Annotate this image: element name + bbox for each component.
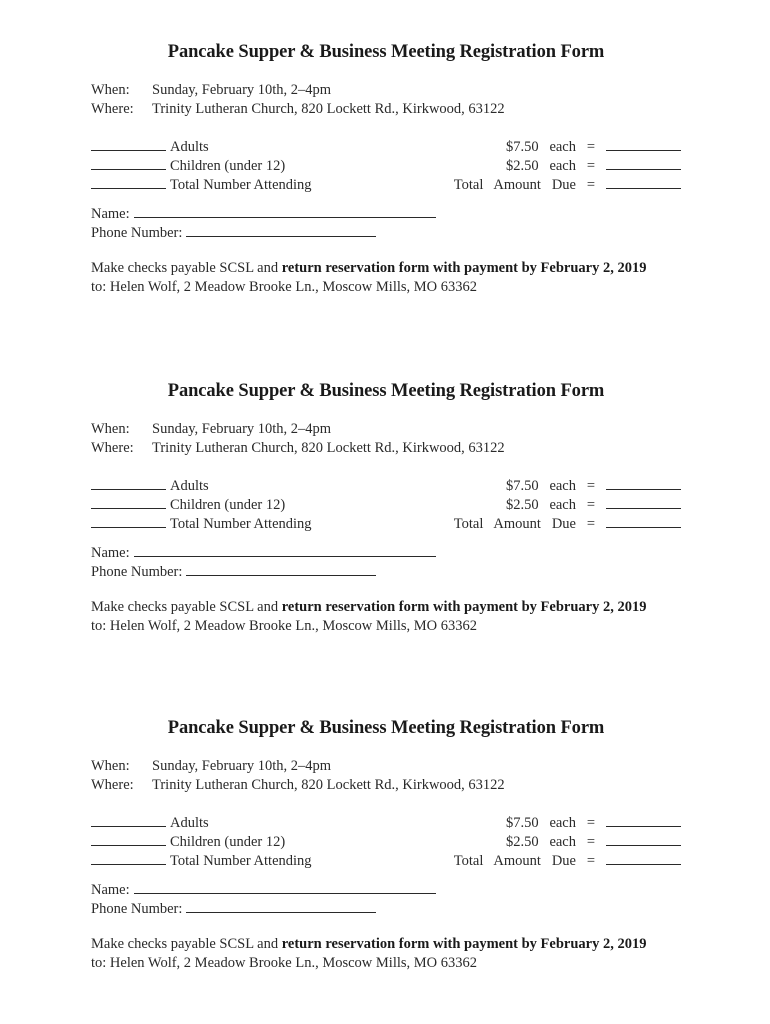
payment-note	[91, 598, 646, 636]
total-attending-label: Total Number Attending	[170, 853, 312, 869]
total-amount-field[interactable]	[606, 514, 681, 528]
when-label: When:	[91, 758, 130, 774]
total-attending-row	[91, 175, 312, 194]
where-value: Trinity Lutheran Church, 820 Lockett Rd., Kirkwood, 63122	[152, 101, 505, 117]
child-subtotal-field[interactable]	[606, 495, 681, 509]
name-field[interactable]	[134, 880, 436, 894]
total-amount-label: Total Amount Due	[453, 177, 576, 193]
adult-price: $7.50 each	[505, 478, 576, 494]
children-label: Children (under 12)	[170, 158, 286, 174]
name-field[interactable]	[134, 204, 436, 218]
payment-note	[91, 259, 646, 297]
when-row	[91, 420, 331, 438]
phone-row	[91, 223, 376, 242]
when-label: When:	[91, 421, 130, 437]
total-amount-field[interactable]	[606, 851, 681, 865]
when-row	[91, 81, 331, 99]
equals-sign: =	[586, 853, 596, 869]
child-subtotal-field[interactable]	[606, 156, 681, 170]
when-value: Sunday, February 10th, 2–4pm	[152, 421, 332, 437]
phone-label: Phone Number:	[91, 564, 183, 580]
adult-price-row	[506, 476, 681, 495]
total-attending-label: Total Number Attending	[170, 177, 312, 193]
phone-field[interactable]	[186, 899, 376, 913]
form-title: Pancake Supper & Business Meeting Registration Form	[167, 42, 605, 62]
children-count-field[interactable]	[91, 156, 166, 170]
adult-price: $7.50 each	[505, 815, 576, 831]
child-price-row	[506, 495, 681, 514]
equals-sign: =	[586, 158, 596, 174]
where-label: Where:	[91, 101, 134, 117]
equals-sign: =	[586, 139, 596, 155]
where-value: Trinity Lutheran Church, 820 Lockett Rd., Kirkwood, 63122	[152, 440, 505, 456]
child-price-row	[506, 156, 681, 175]
child-price: $2.50 each	[505, 497, 576, 513]
adult-price: $7.50 each	[505, 139, 576, 155]
adult-price-row	[506, 137, 681, 156]
total-amount-label: Total Amount Due	[453, 853, 576, 869]
when-label: When:	[91, 82, 130, 98]
total-amount-field[interactable]	[606, 175, 681, 189]
where-label: Where:	[91, 777, 134, 793]
equals-sign: =	[586, 516, 596, 532]
child-subtotal-field[interactable]	[606, 832, 681, 846]
where-row	[91, 100, 505, 118]
note-text: Make checks payable SCSL and	[91, 599, 282, 615]
children-row	[91, 832, 285, 851]
children-label: Children (under 12)	[170, 834, 286, 850]
adults-label: Adults	[170, 815, 209, 831]
equals-sign: =	[586, 478, 596, 494]
name-label: Name:	[91, 206, 130, 222]
equals-sign: =	[586, 177, 596, 193]
adult-subtotal-field[interactable]	[606, 137, 681, 151]
payment-note	[91, 935, 646, 973]
total-amount-row	[454, 514, 681, 533]
mailing-address: to: Helen Wolf, 2 Meadow Brooke Ln., Moscow Mills, MO 63362	[91, 618, 478, 634]
adult-subtotal-field[interactable]	[606, 813, 681, 827]
mailing-address: to: Helen Wolf, 2 Meadow Brooke Ln., Moscow Mills, MO 63362	[91, 955, 478, 971]
where-row	[91, 776, 505, 794]
name-row	[91, 543, 436, 562]
adults-count-field[interactable]	[91, 476, 166, 490]
adults-label: Adults	[170, 139, 209, 155]
total-amount-label: Total Amount Due	[453, 516, 576, 532]
equals-sign: =	[586, 497, 596, 513]
adult-subtotal-field[interactable]	[606, 476, 681, 490]
children-row	[91, 156, 285, 175]
name-field[interactable]	[134, 543, 436, 557]
registration-form-2	[91, 381, 681, 681]
total-attending-label: Total Number Attending	[170, 516, 312, 532]
adults-row	[91, 476, 209, 495]
phone-row	[91, 899, 376, 918]
note-bold-text: return reservation form with payment by February 2, 2019	[281, 260, 647, 276]
when-value: Sunday, February 10th, 2–4pm	[152, 82, 332, 98]
phone-row	[91, 562, 376, 581]
adults-row	[91, 813, 209, 832]
total-attending-field[interactable]	[91, 851, 166, 865]
equals-sign: =	[586, 834, 596, 850]
total-attending-row	[91, 851, 312, 870]
equals-sign: =	[586, 815, 596, 831]
when-value: Sunday, February 10th, 2–4pm	[152, 758, 332, 774]
total-attending-field[interactable]	[91, 514, 166, 528]
name-row	[91, 204, 436, 223]
adults-row	[91, 137, 209, 156]
phone-label: Phone Number:	[91, 225, 183, 241]
name-label: Name:	[91, 545, 130, 561]
children-count-field[interactable]	[91, 495, 166, 509]
registration-form-3	[91, 718, 681, 1018]
children-label: Children (under 12)	[170, 497, 286, 513]
phone-field[interactable]	[186, 562, 376, 576]
note-bold-text: return reservation form with payment by February 2, 2019	[281, 599, 647, 615]
total-amount-row	[454, 851, 681, 870]
total-attending-row	[91, 514, 312, 533]
total-amount-row	[454, 175, 681, 194]
note-bold-text: return reservation form with payment by February 2, 2019	[281, 936, 647, 952]
adults-label: Adults	[170, 478, 209, 494]
form-title: Pancake Supper & Business Meeting Registration Form	[167, 381, 605, 401]
adults-count-field[interactable]	[91, 813, 166, 827]
child-price-row	[506, 832, 681, 851]
phone-label: Phone Number:	[91, 901, 183, 917]
note-text: Make checks payable SCSL and	[91, 260, 282, 276]
child-price: $2.50 each	[505, 158, 576, 174]
children-count-field[interactable]	[91, 832, 166, 846]
adult-price-row	[506, 813, 681, 832]
child-price: $2.50 each	[505, 834, 576, 850]
where-row	[91, 439, 505, 457]
name-label: Name:	[91, 882, 130, 898]
mailing-address: to: Helen Wolf, 2 Meadow Brooke Ln., Moscow Mills, MO 63362	[91, 279, 478, 295]
name-row	[91, 880, 436, 899]
phone-field[interactable]	[186, 223, 376, 237]
total-attending-field[interactable]	[91, 175, 166, 189]
form-title: Pancake Supper & Business Meeting Registration Form	[167, 718, 605, 738]
children-row	[91, 495, 285, 514]
adults-count-field[interactable]	[91, 137, 166, 151]
where-label: Where:	[91, 440, 134, 456]
where-value: Trinity Lutheran Church, 820 Lockett Rd., Kirkwood, 63122	[152, 777, 505, 793]
note-text: Make checks payable SCSL and	[91, 936, 282, 952]
when-row	[91, 757, 331, 775]
registration-form-1	[91, 42, 681, 342]
